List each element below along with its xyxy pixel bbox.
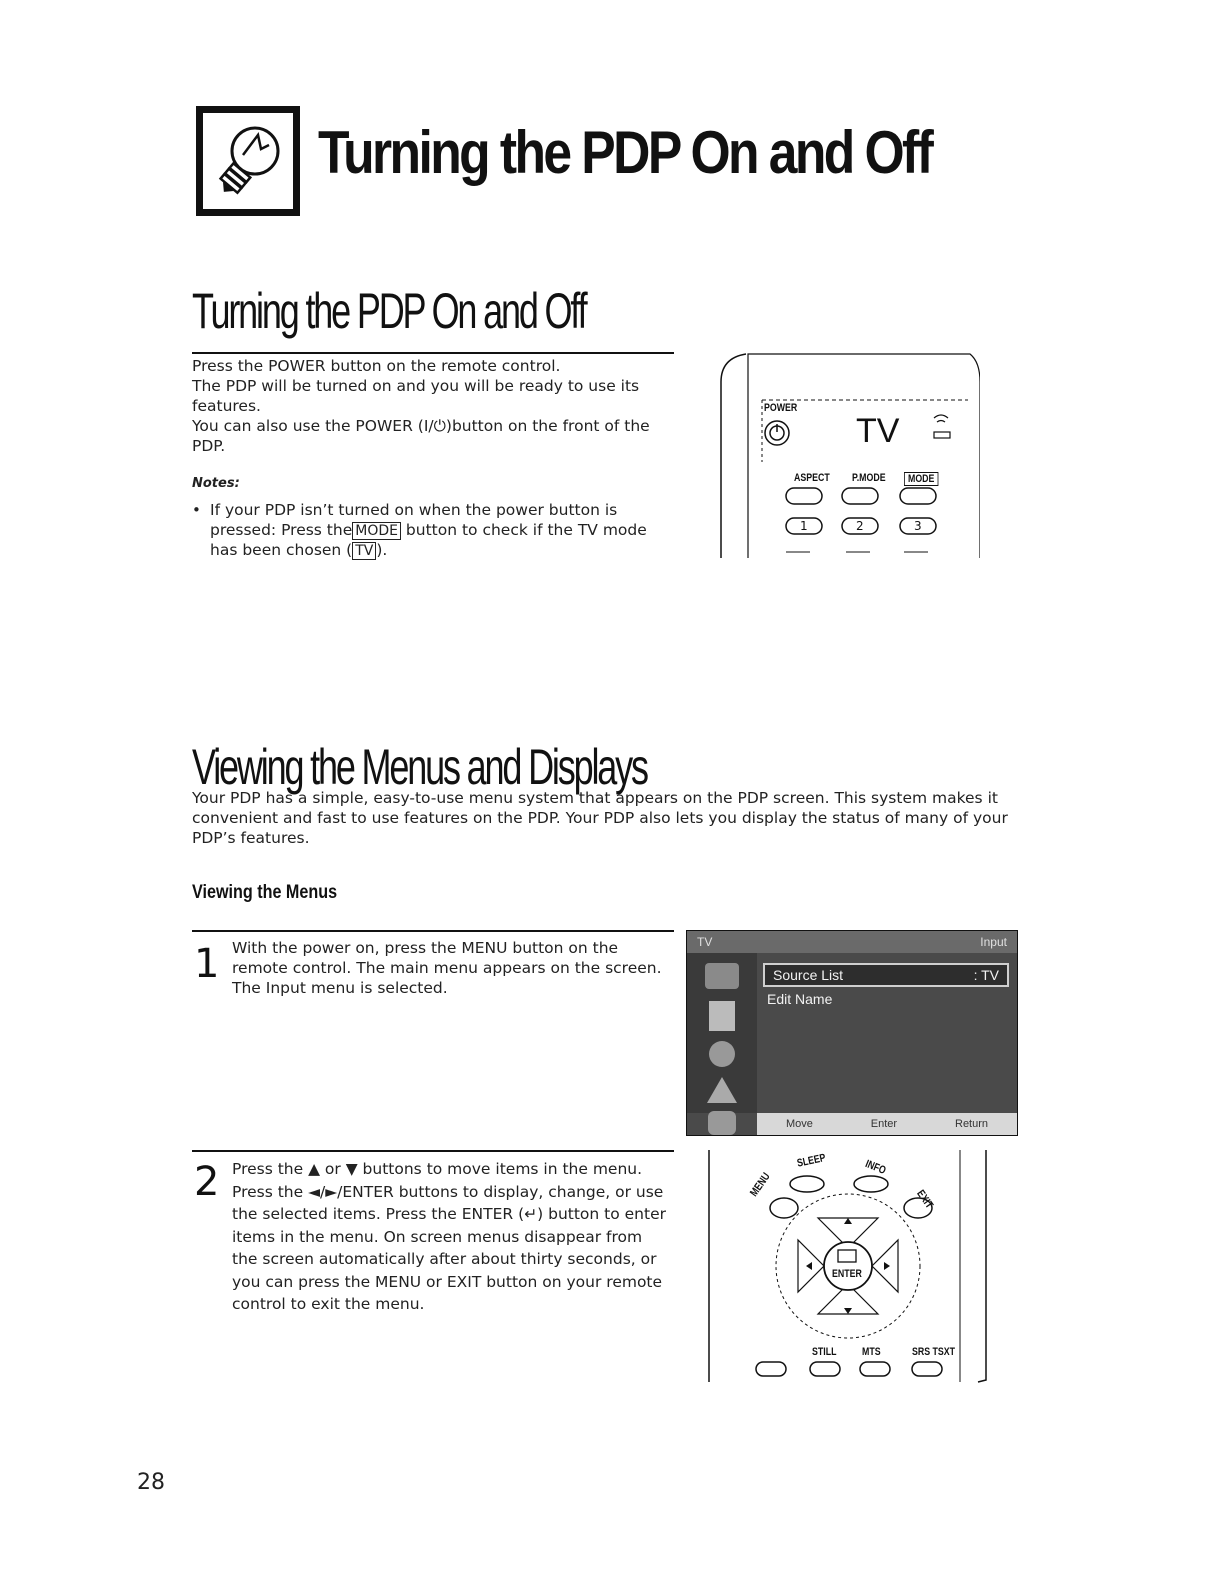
osd-footer-enter: Enter	[870, 1118, 898, 1130]
notes-label: Notes:	[192, 476, 240, 491]
power-label: POWER	[764, 402, 798, 414]
osd-footer-move: Move	[785, 1118, 813, 1130]
step-rule	[192, 930, 674, 932]
osd-item-selected	[763, 963, 1009, 987]
osd-title-bar	[687, 931, 1017, 953]
section-heading-menus: Viewing the Menus and Displays	[192, 739, 647, 795]
step-text: With the power on, press the MENU button on the remote control. The main menu appears on the screen. The Input menu is selected.	[232, 939, 662, 997]
osd-title: TV	[697, 935, 713, 949]
exit-label: EXIT	[914, 1188, 936, 1211]
number-button-1: 1	[800, 519, 808, 533]
sound-menu-icon	[709, 1041, 735, 1067]
step-rule	[192, 1150, 674, 1152]
pmode-label: P.MODE	[852, 472, 886, 484]
osd-footer	[757, 1113, 1017, 1135]
subheading-viewing-menus: Viewing the Menus	[192, 882, 338, 903]
step-number: 2	[194, 1159, 220, 1205]
section-menus-intro: Your PDP has a simple, easy-to-use menu system that appears on the PDP screen. This system makes it convenient and fast to use features on the PDP. Your PDP also lets you display the status of many of your PDP’s features.	[192, 789, 1008, 847]
section-rule	[192, 352, 674, 354]
tv-mode-label: TV	[352, 542, 376, 560]
sleep-label: SLEEP	[796, 1151, 827, 1170]
osd-menu-title: Input	[980, 935, 1007, 949]
number-button-2: 2	[856, 519, 864, 533]
osd-item: Edit Name	[767, 991, 833, 1007]
section-heading-power: Turning the PDP On and Off	[192, 283, 586, 339]
number-button-3: 3	[914, 519, 922, 533]
page-number: 28	[137, 1470, 165, 1495]
paragraph: The PDP will be turned on and you will be ready to use its features.	[192, 377, 640, 415]
osd-item-label: Source List	[773, 967, 844, 983]
setup-menu-icon	[708, 1111, 736, 1135]
signal-icon	[928, 410, 954, 444]
enter-label: ENTER	[832, 1268, 862, 1280]
aspect-label: ASPECT	[794, 472, 830, 484]
remote-control-illustration-bottom	[706, 1150, 992, 1384]
osd-item-value: : TV	[973, 967, 999, 983]
lightbulb-icon-frame	[196, 106, 300, 216]
step-text: Press the ▲ or ▼ buttons to move items in the menu. Press the ◄/►/ENTER buttons to display, change, or use the selected items. Press the ENTER (↵) button to enter items in the menu. On screen menus disappear from the screen automatically after about thirty seconds, or you can press the MENU or EXIT button on your remote control to exit the menu.	[232, 1160, 666, 1313]
remote-control-illustration-top	[718, 352, 980, 558]
menu-label: MENU	[748, 1170, 773, 1199]
menu-screenshot	[686, 930, 1018, 1136]
note-text-part: button to check if the TV mode has been chosen (	[210, 521, 647, 559]
note-item	[192, 500, 672, 560]
channel-menu-icon	[707, 1077, 737, 1103]
still-label: STILL	[812, 1346, 837, 1358]
picture-menu-icon	[709, 1001, 735, 1031]
osd-sidebar	[687, 953, 757, 1113]
mode-label: MODE	[904, 472, 938, 486]
lightbulb-icon	[203, 113, 293, 209]
note-text-part: If your PDP isn’t turned on when the power button is pressed: Press the	[210, 501, 618, 539]
section-power-body	[192, 356, 672, 560]
power-icon	[762, 418, 792, 448]
paragraph: You can also use the POWER (I/⏻)button on the front of the PDP.	[192, 417, 650, 455]
step-number: 1	[194, 941, 220, 987]
mts-label: MTS	[862, 1346, 881, 1358]
input-menu-icon	[705, 963, 739, 989]
info-label: INFO	[863, 1158, 888, 1178]
remote-buttons	[782, 486, 972, 540]
bullet-dot: •	[192, 501, 201, 519]
osd-footer-return: Return	[955, 1118, 989, 1130]
page-title: Turning the PDP On and Off	[318, 119, 932, 186]
srs-tsxt-label: SRS TSXT	[912, 1346, 956, 1358]
note-text-part: ).	[376, 541, 388, 559]
mode-button-label: MODE	[352, 522, 401, 540]
paragraph: Press the POWER button on the remote control.	[192, 357, 561, 375]
mode-display-tv: TV	[856, 412, 900, 450]
note-text	[210, 500, 672, 560]
